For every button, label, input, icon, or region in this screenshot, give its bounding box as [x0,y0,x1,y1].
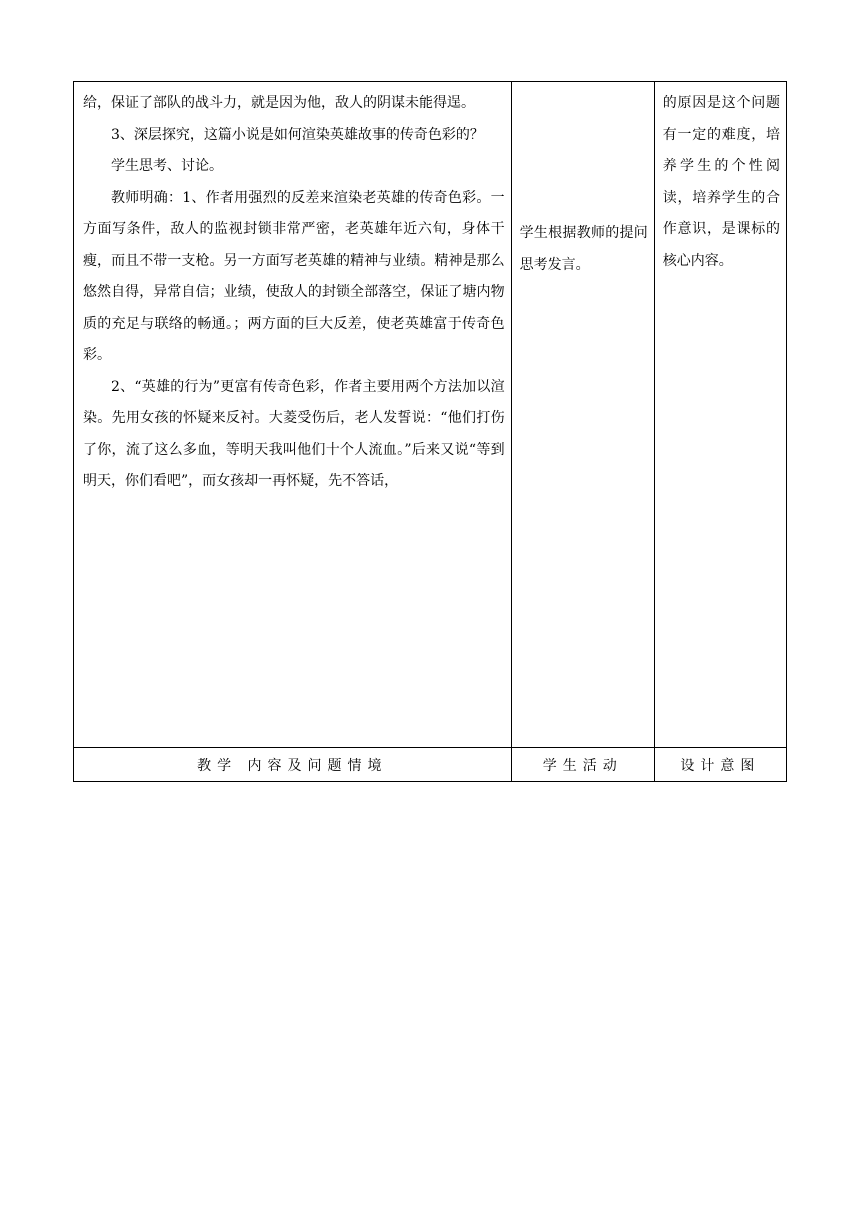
student-activity-cell [511,82,654,748]
content-paragraph: 给，保证了部队的战斗力，就是因为他，敌人的阴谋未能得逞。 [83,95,475,111]
content-paragraph: 2、“英雄的行为”更富有传奇色彩，作者主要用两个方法加以渲染。先用女孩的怀疑来反衬。大菱受伤后，老人发誓说：“他们打伤了你，流了这么多血，等明天我叫他们十个人流血。”后来又说“等到明天，你们看吧”，而女孩却一再怀疑，先不答话， [83,378,505,489]
design-intent-cell [654,82,786,748]
content-row [74,82,787,748]
column-header-row [74,748,787,782]
header-teaching-content: 教学 内容及问题情境 [74,748,512,782]
header-student-activity: 学生活动 [511,748,654,782]
lesson-plan-table [73,81,787,782]
design-intent-text: 的原因是这个问题有一定的难度，培养学生的个性阅读，培养学生的合作意识，是课标的核心内容。 [662,95,780,269]
content-paragraph: 3、深层探究，这篇小说是如何渲染英雄故事的传奇色彩的？ [111,126,484,143]
student-activity-text: 学生根据教师的提问思考发言。 [519,225,648,273]
content-paragraph: 教师明确：1、作者用强烈的反差来渲染老英雄的传奇色彩。一方面写条件，敌人的监视封锁非常严密，老英雄年近六旬，身体干瘦，而且不带一支枪。另一方面写老英雄的精神与业绩。精神是那么悠然自得，异常自信；业绩，使敌人的封锁全部落空，保证了塘内物质的充足与联络的畅通。；两方面的巨大反差，使老英雄富于传奇色彩。 [83,189,505,363]
teaching-content-text [74,82,511,498]
content-paragraph: 学生思考、讨论。 [111,158,223,174]
teaching-content-cell [74,82,512,748]
header-design-intent: 设计意图 [654,748,786,782]
